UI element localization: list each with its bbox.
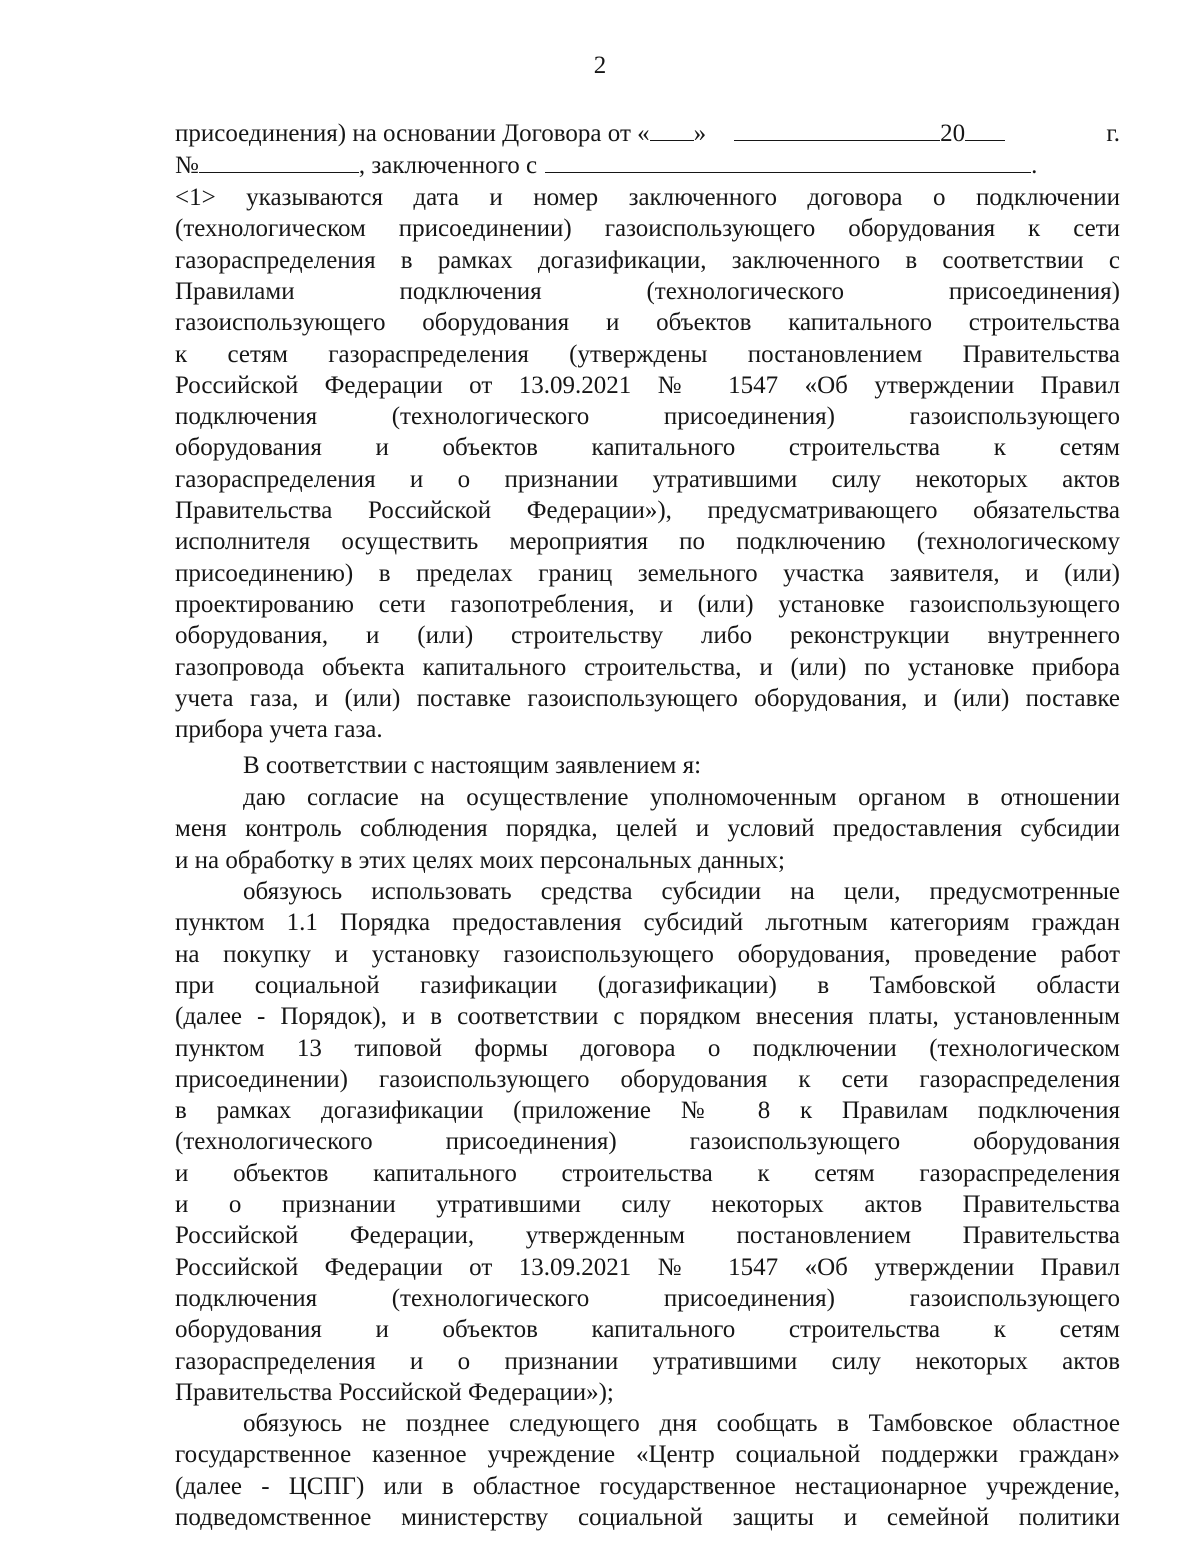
obligation-line: при социальной газификации (догазификации) в Тамбовской области bbox=[175, 971, 1120, 999]
number-sign: № bbox=[175, 152, 199, 179]
quote-close: » bbox=[693, 120, 707, 147]
footnote-line: <1> указываются дата и номер заключенного договора о подключении bbox=[175, 184, 1120, 211]
obligation-line: и объектов капитального строительства к сетям газораспределения bbox=[175, 1159, 1120, 1187]
number-blank bbox=[199, 150, 359, 173]
consent-line: меня контроль соблюдения порядка, целей и условий предоставления субсидии bbox=[175, 815, 1120, 843]
notify-line: государственное казенное учреждение «Центр социальной поддержки граждан» bbox=[175, 1441, 1120, 1469]
contract-number-line bbox=[175, 150, 1120, 182]
footnote-line: исполнителя осуществить мероприятия по подключению (технологическому bbox=[175, 528, 1120, 556]
obligation-line: в рамках догазификации (приложение № 8 к Правилам подключения bbox=[175, 1097, 1120, 1125]
obligation-line: и о признании утратившими силу некоторых актов Правительства bbox=[175, 1191, 1120, 1218]
obligation-line: подключения (технологического присоединения) газоиспользующего bbox=[175, 1284, 1120, 1312]
obligation-line: газораспределения и о признании утратившими силу некоторых актов bbox=[175, 1347, 1120, 1375]
obligation-line: (технологического присоединения) газоиспользующего оборудования bbox=[175, 1128, 1120, 1156]
footnote-line: оборудования и объектов капитального строительства к сетям bbox=[175, 434, 1120, 462]
footnote-line: газораспределения в рамках догазификации, заключенного в соответствии с bbox=[175, 246, 1120, 274]
day-blank bbox=[650, 118, 694, 141]
footnote-line: Правилами подключения (технологического присоединения) bbox=[175, 277, 1120, 305]
page-number: 2 bbox=[593, 52, 607, 79]
consent-line: и на обработку в этих целях моих персональных данных; bbox=[175, 846, 785, 874]
notify-line: (далее - ЦСПГ) или в областное государственное нестационарное учреждение, bbox=[175, 1472, 1120, 1500]
footnote-line: проектированию сети газопотребления, и (или) установке газоиспользующего bbox=[175, 590, 1120, 618]
footnote-line: присоединению) в пределах границ земельного участка заявителя, и (или) bbox=[175, 559, 1120, 587]
footnote-line: подключения (технологического присоединения) газоиспользующего bbox=[175, 403, 1120, 431]
obligation-line: оборудования и объектов капитального строительства к сетям bbox=[175, 1316, 1120, 1344]
obligation-line: Правительства Российской Федерации»); bbox=[175, 1378, 614, 1406]
footnote-line: Правительства Российской Федерации»), предусматривающего обязательства bbox=[175, 497, 1120, 524]
footnote-line: (технологическом присоединении) газоиспользующего оборудования к сети bbox=[175, 215, 1120, 243]
obligation-line: (далее - Порядок), и в соответствии с порядком внесения платы, установленным bbox=[175, 1003, 1120, 1031]
footnote-line: газораспределения и о признании утратившими силу некоторых актов bbox=[175, 465, 1120, 493]
footnote-line: оборудования, и (или) строительству либо реконструкции внутреннего bbox=[175, 622, 1120, 650]
footnote-line: газопровода объекта капитального строительства, и (или) по установке прибора bbox=[175, 653, 1120, 681]
obligation-line: Российской Федерации, утвержденным постановлением Правительства bbox=[175, 1222, 1120, 1250]
consent-line: даю согласие на осуществление уполномоченным органом в отношении bbox=[243, 784, 1120, 811]
obligation-line: пунктом 13 типовой формы договора о подключении (технологическом bbox=[175, 1034, 1120, 1062]
footnote-line: прибора учета газа. bbox=[175, 716, 383, 744]
contract-date-text: присоединения) на основании Договора от « bbox=[175, 120, 650, 147]
obligation-line: пунктом 1.1 Порядка предоставления субсидий льготным категориям граждан bbox=[175, 909, 1120, 937]
notify-line: обязуюсь не позднее следующего дня сообщать в Тамбовское областное bbox=[243, 1410, 1120, 1437]
year-suffix: г. bbox=[1106, 120, 1120, 147]
line-end-period: . bbox=[1031, 152, 1038, 179]
contract-date-line bbox=[175, 118, 1120, 150]
concluded-with-text: , заключенного с bbox=[358, 152, 538, 179]
party-blank bbox=[545, 150, 1031, 173]
year-blank bbox=[965, 118, 1005, 141]
footnote-line: к сетям газораспределения (утверждены постановлением Правительства bbox=[175, 340, 1120, 368]
footnote-line: газоиспользующего оборудования и объектов капитального строительства bbox=[175, 309, 1120, 337]
obligation-line: присоединении) газоиспользующего оборудования к сети газораспределения bbox=[175, 1065, 1120, 1093]
year-prefix: 20 bbox=[940, 120, 966, 147]
statement-intro: В соответствии с настоящим заявлением я: bbox=[243, 752, 702, 779]
notify-line: подведомственное министерству социальной защиты и семейной политики bbox=[175, 1503, 1120, 1531]
footnote-line: Российской Федерации от 13.09.2021 № 1547 «Об утверждении Правил bbox=[175, 371, 1120, 399]
obligation-line: Российской Федерации от 13.09.2021 № 1547 «Об утверждении Правил bbox=[175, 1253, 1120, 1281]
month-blank bbox=[734, 118, 940, 141]
footnote-line: учета газа, и (или) поставке газоиспользующего оборудования, и (или) поставке bbox=[175, 684, 1120, 712]
obligation-line: обязуюсь использовать средства субсидии на цели, предусмотренные bbox=[243, 878, 1120, 905]
obligation-line: на покупку и установку газоиспользующего оборудования, проведение работ bbox=[175, 940, 1120, 968]
